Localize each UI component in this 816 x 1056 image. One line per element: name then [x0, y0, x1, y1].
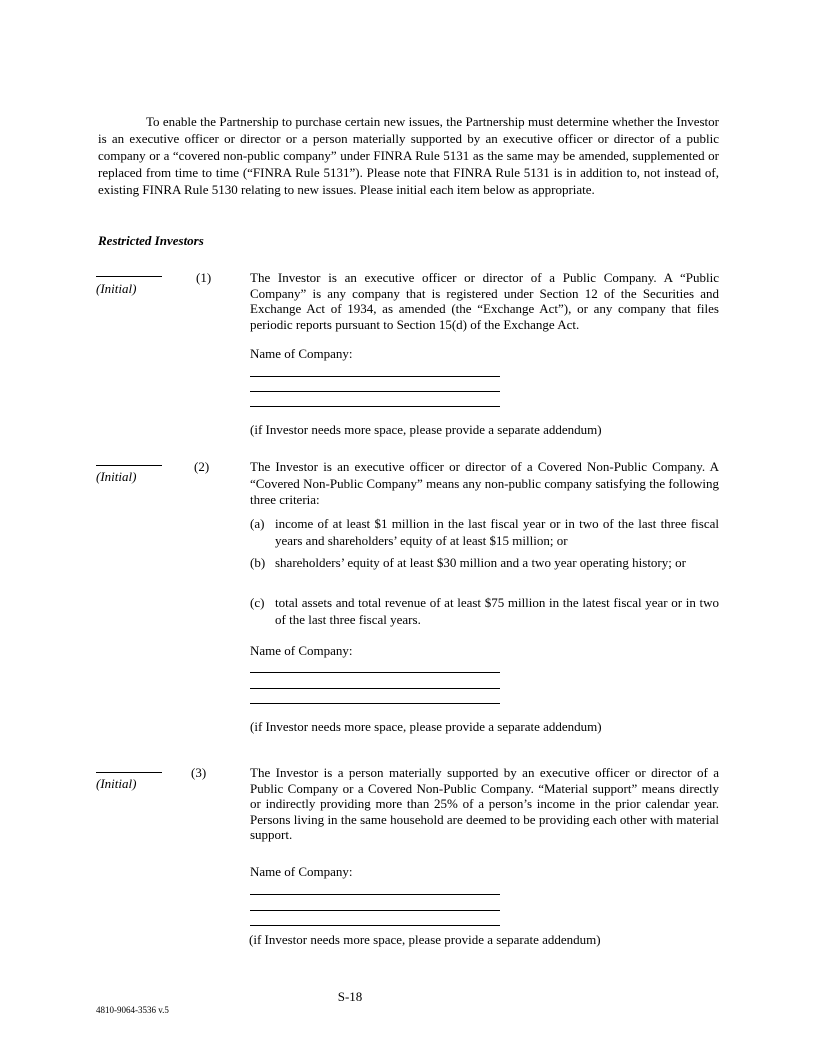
document-code: 4810-9064-3536 v.5	[96, 1005, 169, 1015]
company-name-line-2b[interactable]	[250, 673, 500, 689]
more-space-note-3: (if Investor needs more space, please provide a separate addendum)	[249, 932, 601, 947]
initial-label-3: (Initial)	[96, 776, 137, 791]
company-name-line-2a[interactable]	[250, 657, 500, 673]
intro-paragraph	[98, 114, 719, 199]
company-name-line-3b[interactable]	[250, 895, 500, 911]
company-name-line-1b[interactable]	[250, 376, 500, 392]
criterion-a	[250, 516, 719, 549]
criterion-text: income of at least $1 million in the last fiscal year or in two of the last three fiscal years and shareholders’ equity of at least $15 million; or	[275, 516, 719, 548]
criterion-letter: (a)	[250, 516, 265, 531]
criterion-text: shareholders’ equity of at least $30 million and a two year operating history; or	[275, 555, 686, 570]
item-number-2: (2)	[194, 459, 210, 474]
initial-line-3[interactable]	[96, 772, 162, 773]
initial-label-2: (Initial)	[96, 469, 137, 484]
item-number-3: (3)	[191, 765, 207, 780]
company-name-line-3a[interactable]	[250, 879, 500, 895]
criterion-b	[250, 555, 719, 572]
item-text-3: The Investor is a person materially supported by an executive officer or director of a Public Company or a Covered Non-Public Company. “Material support” means directly or indirectly providing more than 25% of a person’s income in the prior calendar year. Persons living in the same household are deemed to be providing each other with material support.	[250, 765, 719, 843]
section-heading: Restricted Investors	[98, 233, 204, 248]
initial-label-1: (Initial)	[96, 281, 137, 296]
criterion-text: total assets and total revenue of at least $75 million in the latest fiscal year or in two of the last three fiscal years.	[275, 595, 719, 627]
company-name-line-3c[interactable]	[250, 910, 500, 926]
intro-text: To enable the Partnership to purchase certain new issues, the Partnership must determine whether the Investor is an executive officer or director or a person materially supported by an executive officer or director of a public company or a “covered non-public company” under FINRA Rule 5131 as the same may be amended, supplemented or replaced from time to time (“FINRA Rule 5131”). Please note that FINRA Rule 5131 is in addition to, not instead of, existing FINRA Rule 5130 relating to new issues. Please initial each item below as appropriate.	[98, 114, 719, 197]
more-space-note-1: (if Investor needs more space, please provide a separate addendum)	[250, 422, 602, 437]
name-of-company-label-2: Name of Company:	[250, 643, 353, 658]
criterion-letter: (b)	[250, 555, 266, 570]
criterion-letter: (c)	[250, 595, 265, 610]
page-number: S-18	[337, 989, 363, 1004]
initial-line-2[interactable]	[96, 465, 162, 466]
item-text-1: The Investor is an executive officer or director of a Public Company. A “Public Company” is any company that is registered under Section 12 of the Securities and Exchange Act of 1934, as amended (the “Exchange Act”), or any company that files periodic reports pursuant to Section 15(d) of the Exchange Act.	[250, 270, 719, 332]
name-of-company-label-1: Name of Company:	[250, 346, 353, 361]
company-name-line-2c[interactable]	[250, 688, 500, 704]
item-number-1: (1)	[196, 270, 212, 285]
more-space-note-2: (if Investor needs more space, please provide a separate addendum)	[250, 719, 602, 734]
initial-line-1[interactable]	[96, 276, 162, 277]
criterion-c	[250, 595, 719, 628]
name-of-company-label-3: Name of Company:	[250, 864, 353, 879]
company-name-line-1a[interactable]	[250, 361, 500, 377]
company-name-line-1c[interactable]	[250, 391, 500, 407]
item-text-2: The Investor is an executive officer or director of a Covered Non-Public Company. A “Covered Non-Public Company” means any non-public company satisfying the following three criteria:	[250, 459, 719, 507]
